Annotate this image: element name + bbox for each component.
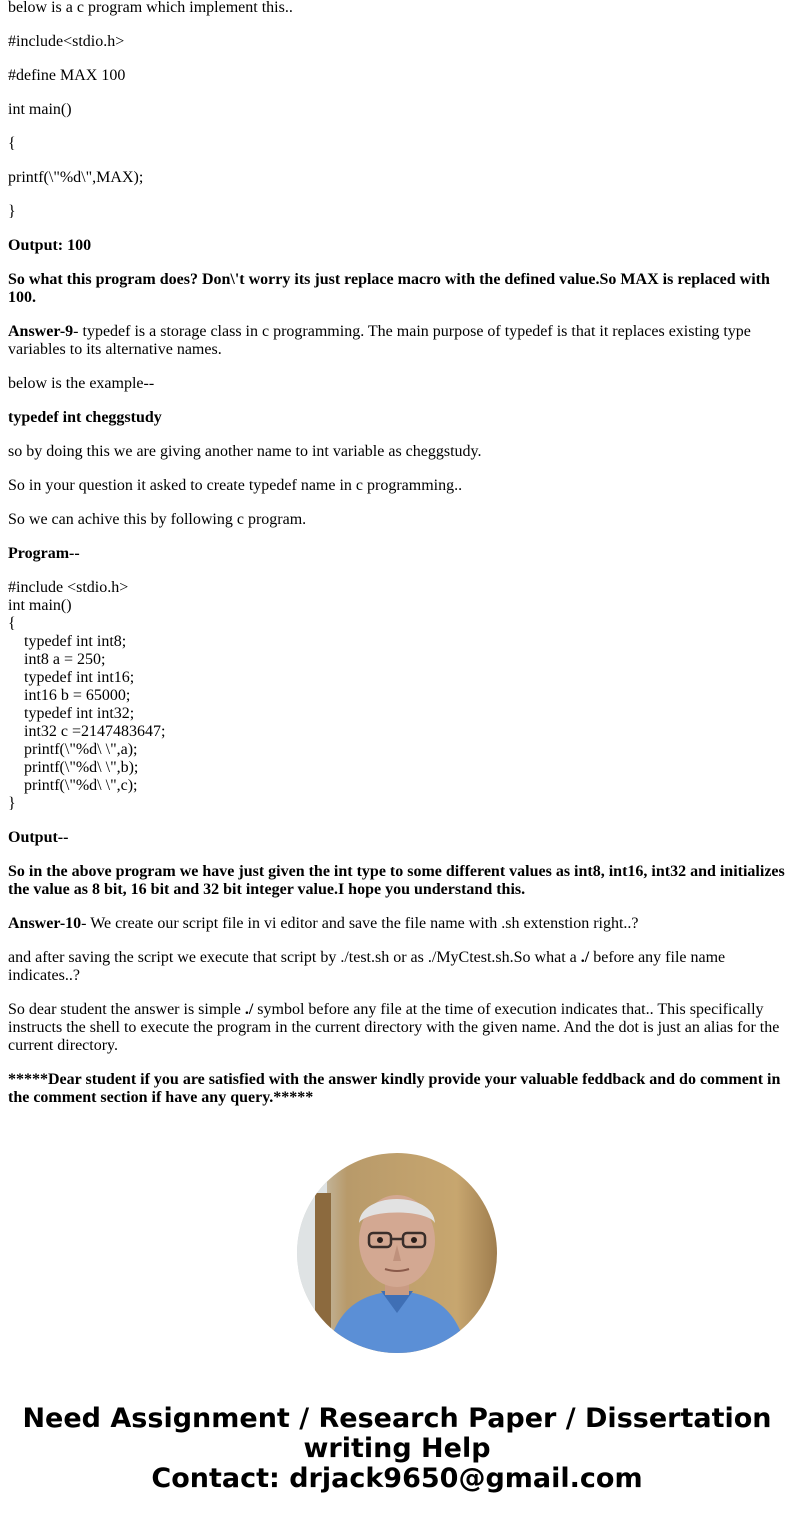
document-body (8, 0, 786, 1123)
code-line: { (8, 615, 16, 632)
code-line: #include <stdio.h> (8, 579, 129, 596)
code-open-brace: { (8, 135, 16, 152)
macro-explanation: So what this program does? Don\'t worry its just replace macro with the defined value.So MAX is replaced with 100. (8, 271, 770, 306)
banner-contact-line: Contact: drjack9650@gmail.com (151, 1463, 643, 1494)
dot-slash-symbol-2: ./ (244, 1001, 254, 1018)
code-close-brace: } (8, 203, 16, 220)
answer-10-paragraph (8, 915, 786, 933)
question-text: So in your question it asked to create typedef name in c programming.. (8, 477, 463, 494)
contact-banner (0, 1404, 794, 1494)
code-line: typedef int int8; (24, 633, 127, 650)
dot-slash-symbol: ./ (580, 949, 590, 966)
dot-slash-paragraph (8, 1001, 786, 1055)
answer-9-paragraph (8, 323, 786, 359)
code-line: printf(\"%d\ \",a); (24, 741, 138, 758)
avatar-photo (297, 1153, 497, 1353)
code-line: printf(\"%d\ \",b); (24, 759, 139, 776)
avatar (297, 1153, 497, 1353)
typedef-example: typedef int cheggstudy (8, 409, 162, 426)
answer-10-label: Answer-10 (8, 915, 82, 932)
example-intro: below is the example-- (8, 375, 155, 392)
code-line: printf(\"%d\ \",c); (24, 777, 138, 794)
code-line: int16 b = 65000; (24, 687, 131, 704)
script-paragraph (8, 949, 786, 985)
achieve-text: So we can achive this by following c program. (8, 511, 307, 528)
intro-text: below is a c program which implement this.. (8, 0, 293, 16)
code-line: int main() (8, 597, 72, 614)
banner-line-1: Need Assignment / Research Paper / Dissertation (22, 1403, 772, 1434)
code-line: int32 c =2147483647; (24, 723, 166, 740)
closing-note: *****Dear student if you are satisfied with the answer kindly provide your valuable feddback and do comment in the comment section if have any query.***** (8, 1071, 781, 1106)
code-define: #define MAX 100 (8, 67, 126, 84)
output-heading-2: Output-- (8, 829, 69, 846)
code-printf: printf(\"%d\",MAX); (8, 169, 144, 186)
output-heading: Output: 100 (8, 237, 92, 254)
script-text-a: and after saving the script we execute that script by ./test.sh or as ./MyCtest.sh.So what a (8, 949, 581, 966)
dot-text-a: So dear student the answer is simple (8, 1001, 245, 1018)
typedef-explanation: So in the above program we have just given the int type to some different values as int8, int16, int32 and initializes the value as 8 bit, 16 bit and 32 bit integer value.I hope you understand this. (8, 863, 785, 898)
answer-10-text: - We create our script file in vi editor and save the file name with .sh extenstion right..? (81, 915, 639, 932)
banner-line-2: writing Help (303, 1433, 491, 1464)
dot-text-b: symbol before any file at the time of execution indicates that.. This specifically instructs the shell to execute the program in the current directory with the given name. And the dot is just an alias for the current directory. (8, 1001, 780, 1054)
code-line: typedef int int16; (24, 669, 135, 686)
code-line: int8 a = 250; (24, 651, 106, 668)
example-explanation: so by doing this we are giving another name to int variable as cheggstudy. (8, 443, 482, 460)
code-include: #include<stdio.h> (8, 33, 125, 50)
program-heading: Program-- (8, 545, 80, 562)
script-text-b: before any file name indicates..? (8, 949, 726, 984)
answer-9-text: - typedef is a storage class in c programming. The main purpose of typedef is that it replaces existing type variables to its alternative names. (8, 323, 751, 358)
answer-9-label: Answer-9 (8, 323, 74, 340)
code-line: typedef int int32; (24, 705, 135, 722)
program-code-block (8, 579, 786, 813)
code-main: int main() (8, 101, 72, 118)
code-line: } (8, 795, 16, 812)
